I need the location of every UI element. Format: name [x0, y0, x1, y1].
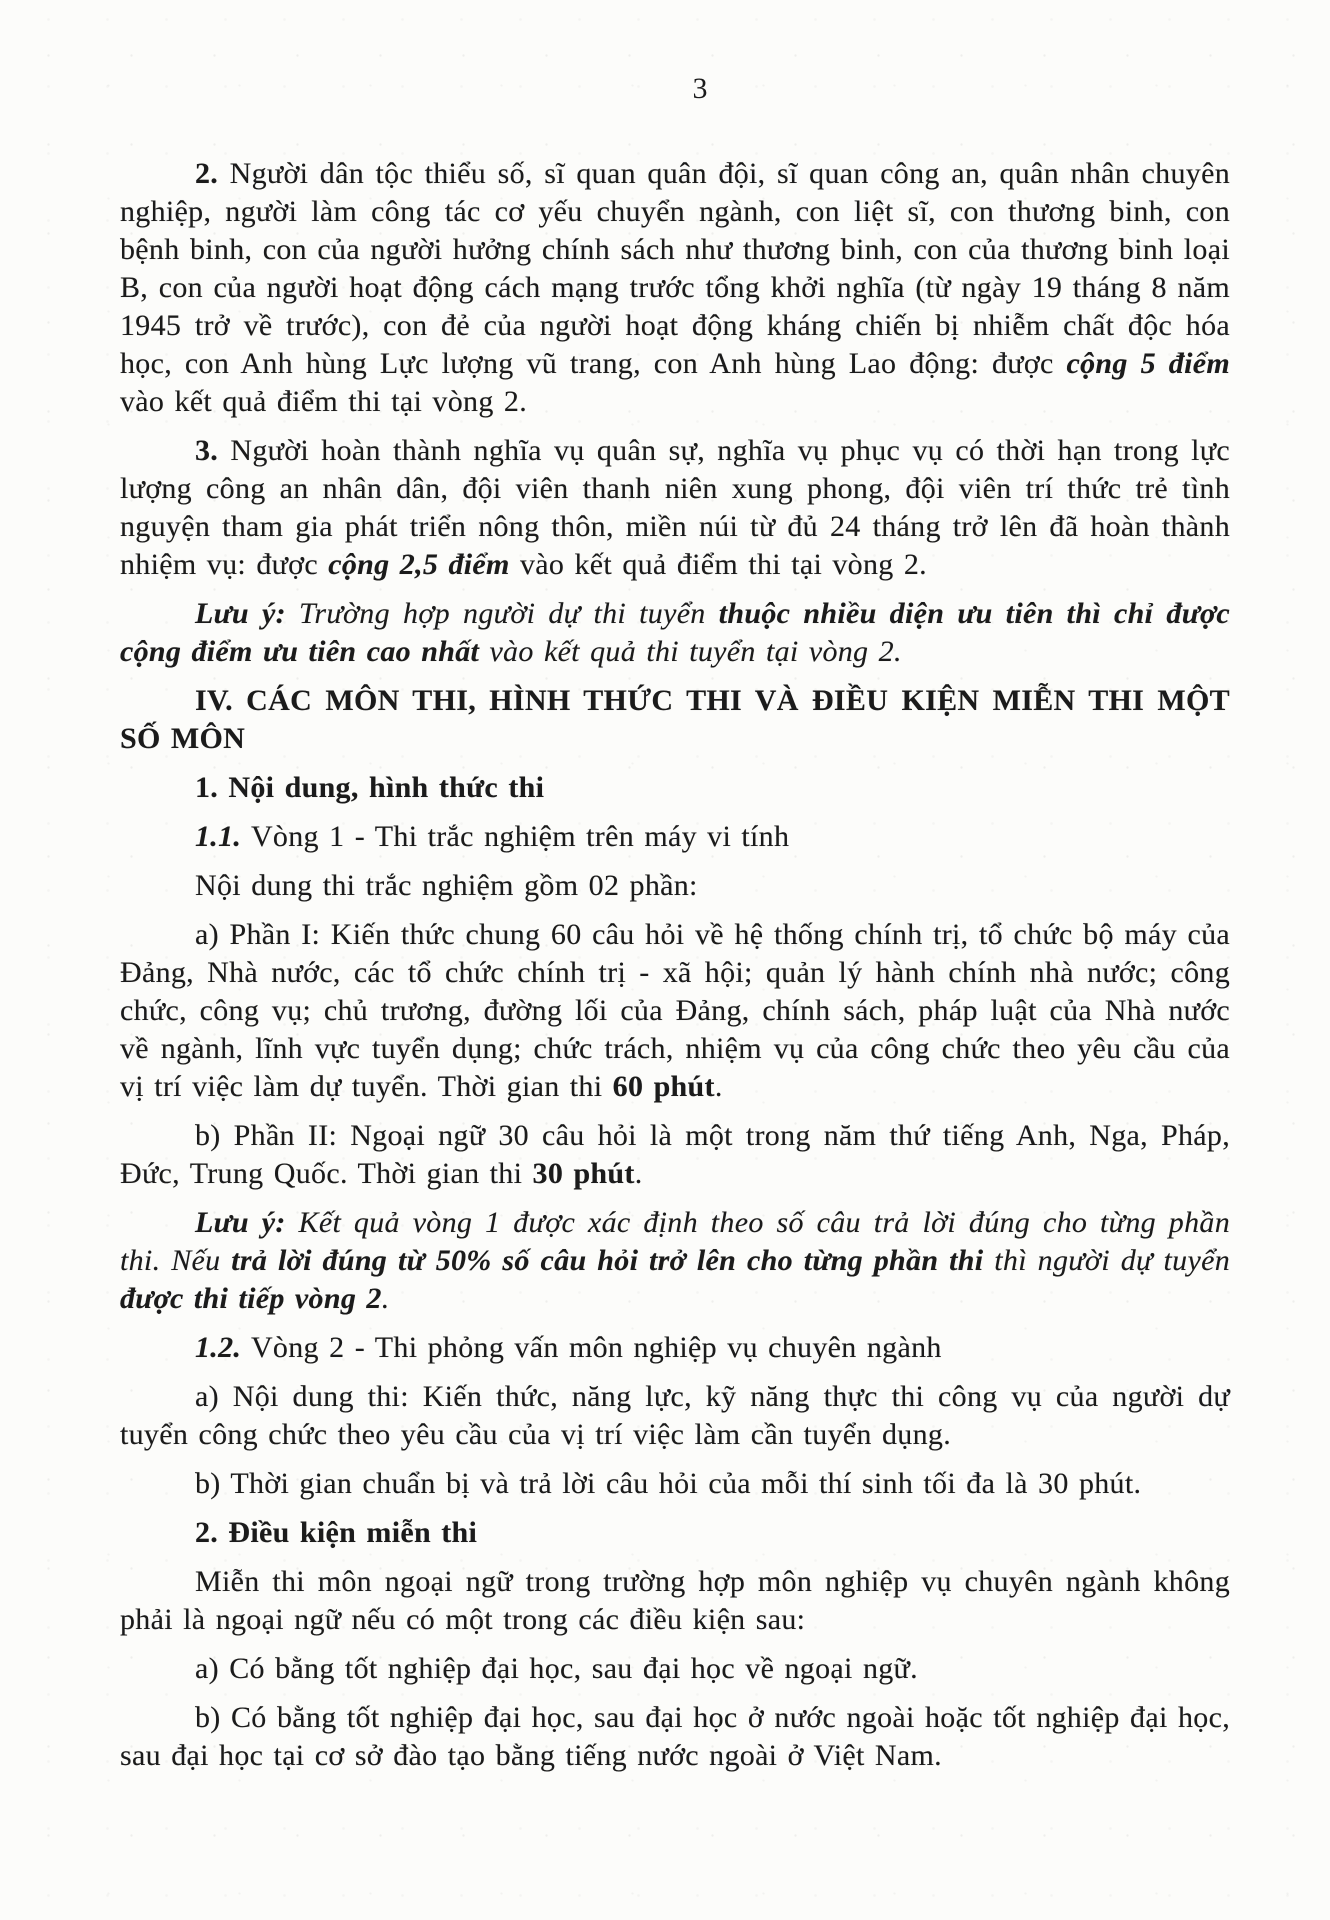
text-run: thuộc nhiều diện ưu tiên thì chỉ được cộng điểm ưu tiên cao nhất [120, 597, 1230, 668]
text-run: Vòng 1 - Thi trắc nghiệm trên máy vi tính [241, 820, 790, 853]
text-run: a) Phần I: Kiến thức chung 60 câu hỏi về hệ thống chính trị, tổ chức bộ máy của Đảng, Nhà nước, các tổ chức chính trị - xã hội; quản lý hành chính nhà nước; công chức, công vụ; chủ trương, đường lối của Đảng, chính sách, pháp luật của Nhà nước về ngành, lĩnh vực tuyển dụng; chức trách, nhiệm vụ của công chức theo yêu cầu của vị trí việc làm dự tuyển. Thời gian thi [120, 918, 1230, 1103]
text-run: b) Thời gian chuẩn bị và trả lời câu hỏi của mỗi thí sinh tối đa là 30 phút. [195, 1467, 1142, 1500]
text-run: 1.2. [195, 1331, 242, 1364]
text-run: vào kết quả điểm thi tại vòng 2. [509, 548, 927, 581]
text-run: Vòng 2 - Thi phỏng vấn môn nghiệp vụ chuyên ngành [241, 1331, 942, 1364]
text-run: Lưu ý: [195, 597, 300, 630]
para-part-i-general-knowledge [120, 916, 1230, 1106]
text-run: Miễn thi môn ngoại ngữ trong trường hợp môn nghiệp vụ chuyên ngành không phải là ngoại ngữ nếu có một trong các điều kiện sau: [120, 1565, 1230, 1636]
text-run: 3. [195, 434, 231, 467]
text-run: được thi tiếp vòng 2 [120, 1282, 382, 1315]
para-quiz-two-parts [120, 867, 1230, 905]
text-run: vào kết quả thi tuyển tại vòng 2. [479, 635, 902, 668]
text-run: b) Phần II: Ngoại ngữ 30 câu hỏi là một trong năm thứ tiếng Anh, Nga, Pháp, Đức, Trung Quốc. Thời gian thi [120, 1119, 1230, 1190]
text-run: a) Có bằng tốt nghiệp đại học, sau đại học về ngoại ngữ. [195, 1652, 918, 1685]
text-run: Kết quả vòng 1 được xác định theo số câu trả lời đúng cho từng phần thi. Nếu [120, 1206, 1230, 1277]
subheading-1-1-round-1 [120, 818, 1230, 856]
para-exemption-intro [120, 1563, 1230, 1639]
text-run: IV. CÁC MÔN THI, HÌNH THỨC THI VÀ ĐIỀU KIỆN MIỄN THI MỘT SỐ MÔN [120, 684, 1230, 755]
heading-1-content-format [120, 769, 1230, 807]
text-run: 1.1. [195, 820, 242, 853]
text-run: . [634, 1157, 643, 1190]
text-run: Người dân tộc thiểu số, sĩ quan quân đội, sĩ quan công an, quân nhân chuyên nghiệp, người làm công tác cơ yếu chuyển ngành, con liệt sĩ, con thương binh, con bệnh binh, con của người hưởng chính sách như thương binh, con của thương binh loại B, con của người hoạt động cách mạng trước tổng khởi nghĩa (từ ngày 19 tháng 8 năm 1945 trở về trước), con đẻ của người hoạt động kháng chiến bị nhiễm chất độc hóa học, con Anh hùng Lực lượng vũ trang, con Anh hùng Lao động: được [120, 157, 1230, 380]
para-exemption-b [120, 1699, 1230, 1775]
text-run: b) Có bằng tốt nghiệp đại học, sau đại học ở nước ngoài hoặc tốt nghiệp đại học, sau đại học tại cơ sở đào tạo bằng tiếng nước ngoài ở Việt Nam. [120, 1701, 1230, 1772]
para-part-ii-foreign-language [120, 1117, 1230, 1193]
para-priority-ethnic-minority [120, 155, 1230, 421]
heading-2-exemption [120, 1514, 1230, 1552]
para-round-2-time [120, 1465, 1230, 1503]
text-run: . [714, 1070, 723, 1103]
text-run: Người hoàn thành nghĩa vụ quân sự, nghĩa vụ phục vụ có thời hạn trong lực lượng công an nhân dân, đội viên thanh niên xung phong, đội viên trí thức trẻ tình nguyện tham gia phát triển nông thôn, miền núi từ đủ 24 tháng trở lên đã hoàn thành nhiệm vụ: được [120, 434, 1230, 581]
text-run: 1. Nội dung, hình thức thi [195, 771, 545, 804]
text-run: 30 phút [532, 1157, 635, 1190]
text-run: cộng 2,5 điểm [328, 548, 510, 581]
text-run: Lưu ý: [195, 1206, 299, 1239]
text-run: 2. [195, 157, 230, 190]
text-run: Nội dung thi trắc nghiệm gồm 02 phần: [195, 869, 698, 902]
text-run: Trường hợp người dự thi tuyển [299, 597, 719, 630]
text-run: cộng 5 điểm [1066, 347, 1230, 380]
text-run: trả lời đúng từ 50% số câu hỏi trở lên cho từng phần thi [231, 1244, 984, 1277]
para-priority-military-service [120, 432, 1230, 584]
text-run: thì người dự tuyển [983, 1244, 1230, 1277]
text-run: 60 phút [612, 1070, 715, 1103]
para-round-2-content [120, 1378, 1230, 1454]
para-exemption-a [120, 1650, 1230, 1688]
text-run: vào kết quả điểm thi tại vòng 2. [120, 385, 528, 418]
heading-section-iv [120, 682, 1230, 758]
subheading-1-2-round-2 [120, 1329, 1230, 1367]
page-number: 3 [692, 72, 708, 105]
note-round-1-passing [120, 1204, 1230, 1318]
document-page [120, 70, 1230, 1786]
note-priority-highest-only [120, 595, 1230, 671]
text-run: a) Nội dung thi: Kiến thức, năng lực, kỹ năng thực thi công vụ của người dự tuyển công chức theo yêu cầu của vị trí việc làm cần tuyển dụng. [120, 1380, 1230, 1451]
text-run: . [381, 1282, 390, 1315]
text-run: 2. Điều kiện miễn thi [195, 1516, 478, 1549]
